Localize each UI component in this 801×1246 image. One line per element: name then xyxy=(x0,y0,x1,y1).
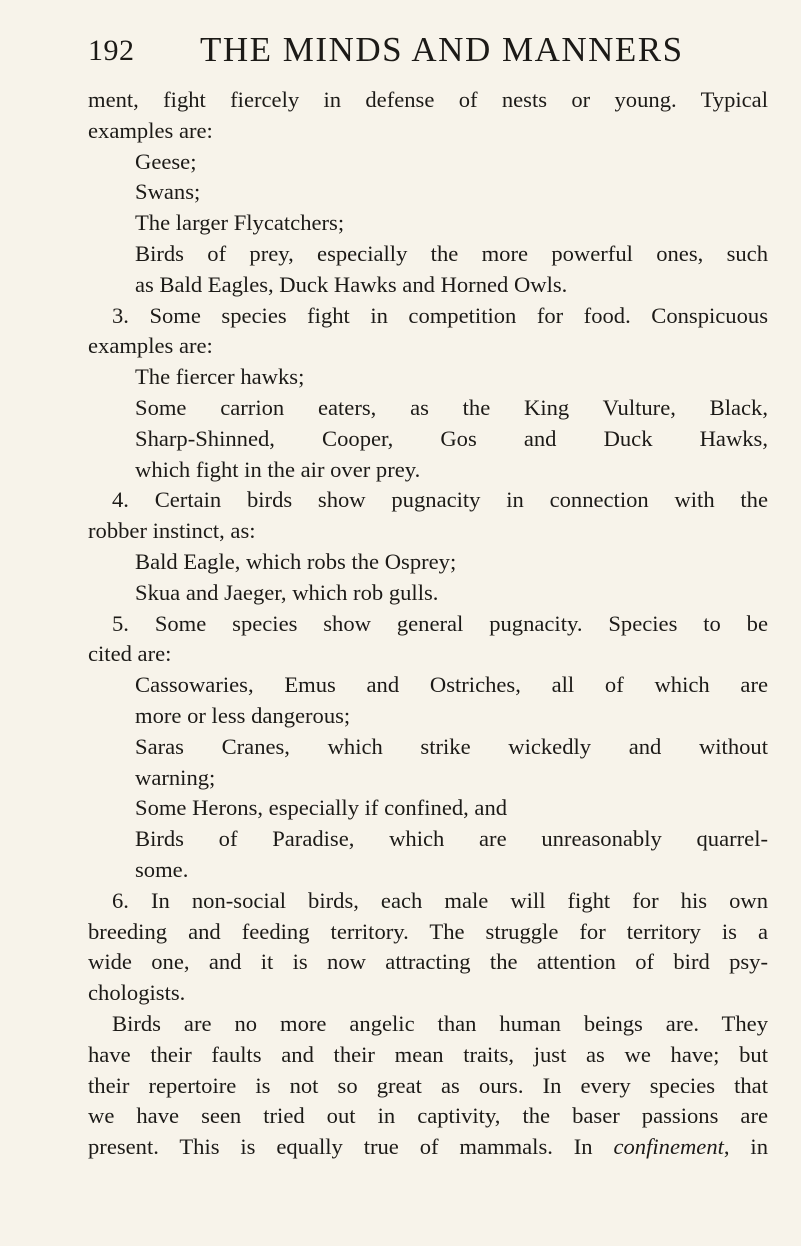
page-number: 192 xyxy=(88,34,135,67)
text-line: 4. Certain birds show pugnacity in connection with the xyxy=(112,487,768,513)
text-line: Birds are no more angelic than human beings are. They xyxy=(112,1010,768,1036)
list-item xyxy=(88,208,768,239)
text-line: cited are: xyxy=(88,641,172,667)
paragraph-7-cont xyxy=(88,1040,768,1163)
text-line: 6. In non-social birds, each male will fight for his own xyxy=(112,887,768,913)
list-item xyxy=(88,362,768,393)
text-line: have their faults and their mean traits, just as we have; but xyxy=(88,1041,768,1067)
paragraph-5 xyxy=(88,609,768,640)
text-line: Saras Cranes, which strike wickedly and without xyxy=(135,733,768,759)
paragraph-6-cont xyxy=(88,917,768,1009)
text-line: chologists. xyxy=(88,980,186,1006)
text-line: Cassowaries, Emus and Ostriches, all of which are xyxy=(135,672,768,698)
paragraph-4 xyxy=(88,485,768,516)
text-line: Swans; xyxy=(135,179,201,205)
text-line: their repertoire is not so great as ours. In every species that xyxy=(88,1072,768,1098)
text-line-mixed xyxy=(88,1132,768,1163)
paragraph-5-cont xyxy=(88,639,768,670)
list-item xyxy=(88,147,768,178)
text-line: Some Herons, especially if confined, and xyxy=(135,795,508,821)
list-item xyxy=(88,824,768,886)
text-line: as Bald Eagles, Duck Hawks and Horned Owls. xyxy=(135,271,568,297)
list-item xyxy=(88,578,768,609)
text-line: 5. Some species show general pugnacity. Species to be xyxy=(112,610,768,636)
list-item xyxy=(88,177,768,208)
text-line: Skua and Jaeger, which rob gulls. xyxy=(135,579,439,605)
text-run: present. This is equally true of mammals. In xyxy=(88,1134,614,1160)
list-item xyxy=(88,239,768,301)
text-line: Some carrion eaters, as the King Vulture, Black, xyxy=(135,394,768,420)
text-line: we have seen tried out in captivity, the baser passions are xyxy=(88,1103,768,1129)
text-line: Birds of prey, especially the more powerful ones, such xyxy=(135,240,768,266)
list-item xyxy=(88,670,768,732)
paragraph-7 xyxy=(88,1009,768,1040)
text-line: The fiercer hawks; xyxy=(135,364,305,390)
text-line: some. xyxy=(135,856,189,882)
text-run: , in xyxy=(723,1134,768,1160)
page-body xyxy=(88,85,768,1163)
running-head: THE MINDS AND MANNERS xyxy=(200,30,684,69)
paragraph-6 xyxy=(88,886,768,917)
text-line: 3. Some species fight in competition for food. Conspicuous xyxy=(112,302,768,328)
list-item xyxy=(88,393,768,485)
text-line: Sharp-Shinned, Cooper, Gos and Duck Hawks, xyxy=(135,425,768,451)
text-line: robber instinct, as: xyxy=(88,518,256,544)
list-item xyxy=(88,547,768,578)
text-line: The larger Flycatchers; xyxy=(135,210,345,236)
paragraph-3-cont xyxy=(88,331,768,362)
page-header xyxy=(88,30,768,74)
italic-word: confinement xyxy=(613,1134,724,1160)
text-line: ment, fight fiercely in defense of nests or young. Typical xyxy=(88,87,768,112)
text-line: which fight in the air over prey. xyxy=(135,456,421,482)
list-item xyxy=(88,793,768,824)
list-item xyxy=(88,732,768,794)
text-line: examples are: xyxy=(88,117,213,143)
text-line: Bald Eagle, which robs the Osprey; xyxy=(135,548,457,574)
text-line: Geese; xyxy=(135,148,197,174)
text-line: breeding and feeding territory. The struggle for territory is a xyxy=(88,918,768,944)
text-line: more or less dangerous; xyxy=(135,702,351,728)
paragraph-continuation xyxy=(88,85,768,147)
paragraph-3 xyxy=(88,301,768,332)
text-line: wide one, and it is now attracting the attention of bird psy- xyxy=(88,949,768,975)
paragraph-4-cont xyxy=(88,516,768,547)
text-line: Birds of Paradise, which are unreasonably quarrel- xyxy=(135,826,768,852)
text-line: examples are: xyxy=(88,333,213,359)
text-line: warning; xyxy=(135,764,216,790)
